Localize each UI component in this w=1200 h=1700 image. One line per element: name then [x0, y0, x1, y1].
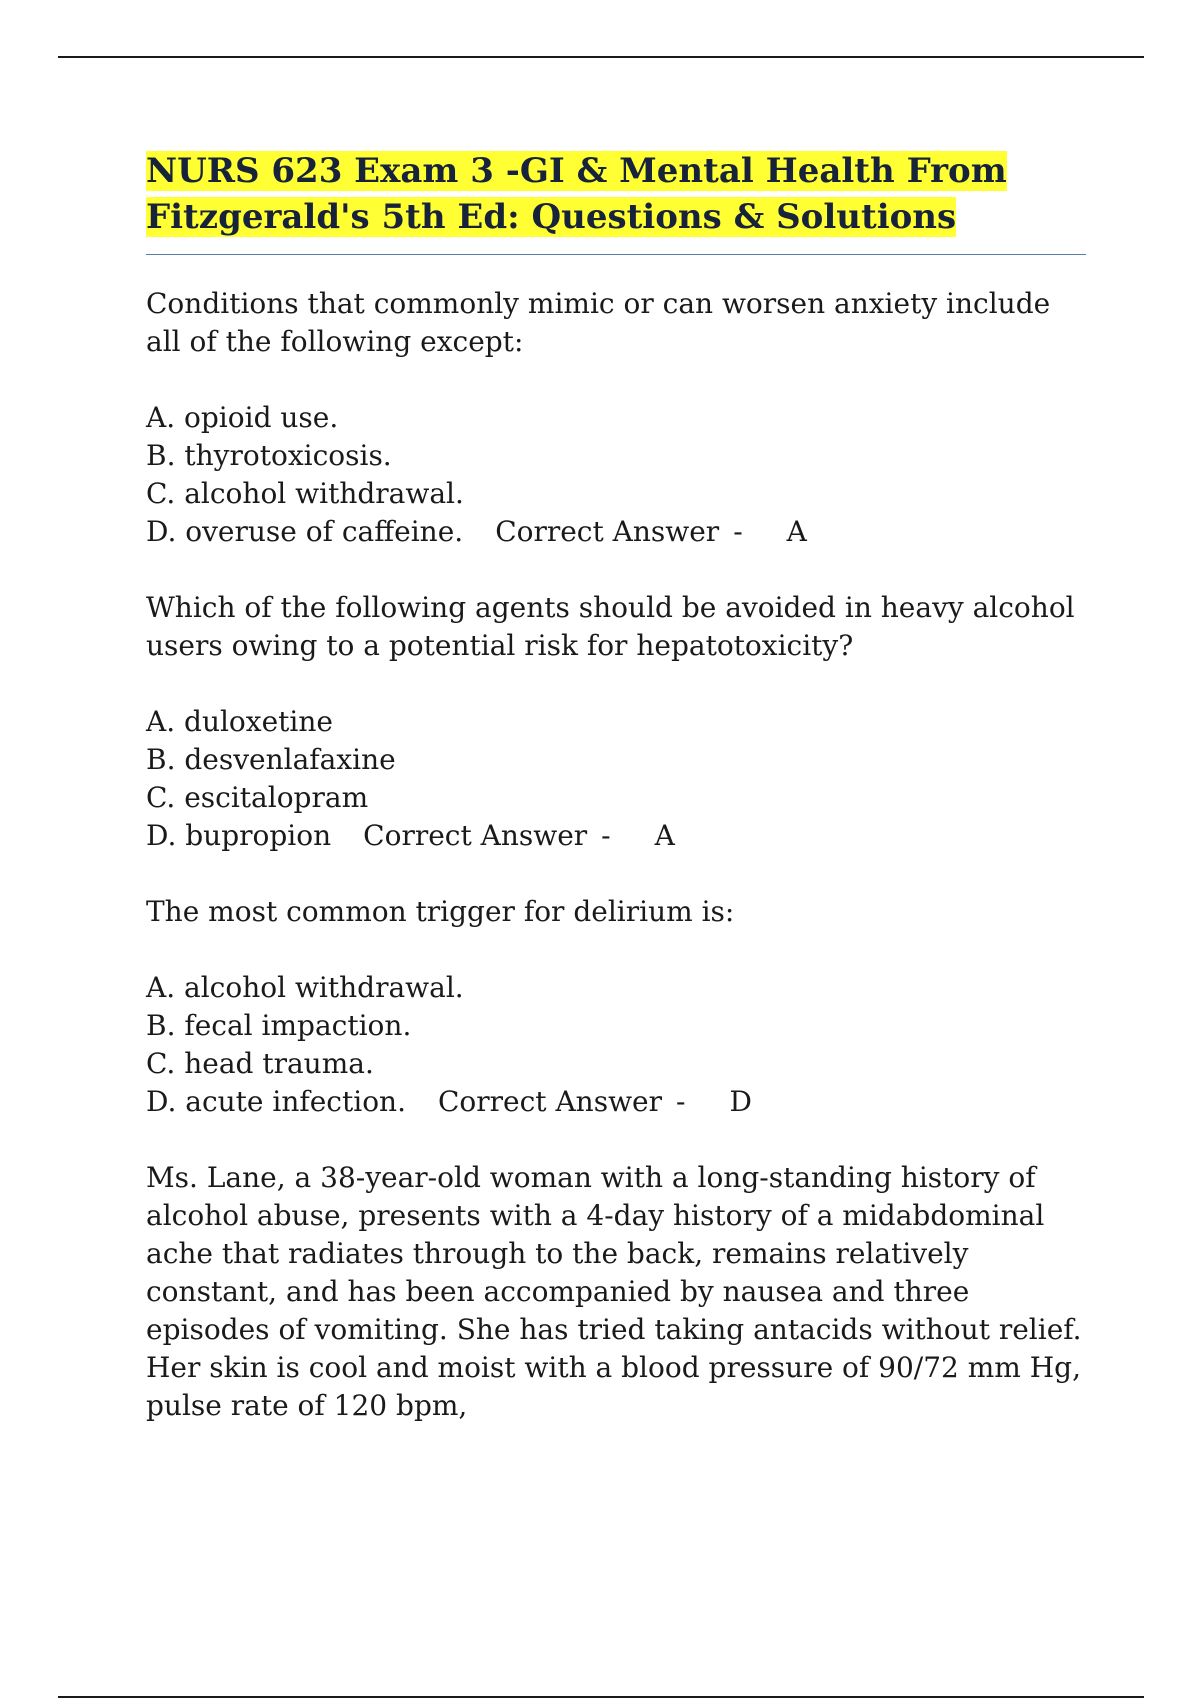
answer-dash: - — [733, 515, 743, 548]
option-c: C. alcohol withdrawal. — [146, 477, 464, 510]
top-rule — [58, 56, 1144, 58]
question-4 — [146, 1159, 1086, 1425]
option-b: B. fecal impaction. — [146, 1009, 412, 1042]
correct-answer-label: Correct Answer — [437, 1085, 662, 1118]
option-d: D. acute infection. — [146, 1085, 406, 1118]
correct-answer-label: Correct Answer — [363, 819, 588, 852]
option-d: D. overuse of caffeine. — [146, 515, 464, 548]
correct-answer-label: Correct Answer — [495, 515, 720, 548]
answer-dash: - — [601, 819, 611, 852]
option-a: A. alcohol withdrawal. — [146, 971, 464, 1004]
title-line-1: NURS 623 Exam 3 -GI & Mental Health From — [146, 151, 1007, 191]
options-list — [146, 399, 1086, 551]
answer-dash: - — [675, 1085, 686, 1118]
title-line-2: Fitzgerald's 5th Ed: Questions & Solutions — [146, 197, 957, 237]
question-1 — [146, 285, 1086, 551]
question-text: Which of the following agents should be avoided in heavy alcohol users owing to a potential risk for hepatotoxicity? — [146, 591, 1075, 662]
option-c: C. head trauma. — [146, 1047, 374, 1080]
question-2 — [146, 589, 1086, 855]
correct-answer-value: A — [786, 515, 807, 548]
document-title — [146, 148, 1086, 240]
options-list — [146, 969, 1086, 1121]
option-d-with-answer — [146, 513, 1086, 551]
option-d: D. bupropion — [146, 819, 332, 852]
option-a: A. duloxetine — [146, 705, 333, 738]
question-text: The most common trigger for delirium is: — [146, 895, 735, 928]
option-d-with-answer — [146, 817, 1086, 855]
title-underline — [146, 254, 1086, 255]
option-b: B. thyrotoxicosis. — [146, 439, 392, 472]
question-text: Ms. Lane, a 38-year-old woman with a long-standing history of alcohol abuse, presents with a 4-day history of a midabdominal ache that radiates through to the back, remains relatively constant, and has been accompanied by nausea and three episodes of vomiting. She has tried taking antacids without relief. Her skin is cool and moist with a blood pressure of 90/72 mm Hg, pulse rate of 120 bpm, — [146, 1161, 1082, 1422]
question-text: Conditions that commonly mimic or can worsen anxiety include all of the following except: — [146, 287, 1051, 358]
question-3 — [146, 893, 1086, 1121]
option-d-with-answer — [146, 1083, 1086, 1121]
correct-answer-value: A — [654, 819, 675, 852]
option-a: A. opioid use. — [146, 401, 339, 434]
option-b: B. desvenlafaxine — [146, 743, 396, 776]
bottom-rule — [58, 1696, 1144, 1698]
option-c: C. escitalopram — [146, 781, 369, 814]
document-body — [146, 148, 1086, 1425]
options-list — [146, 703, 1086, 855]
correct-answer-value: D — [729, 1085, 752, 1118]
